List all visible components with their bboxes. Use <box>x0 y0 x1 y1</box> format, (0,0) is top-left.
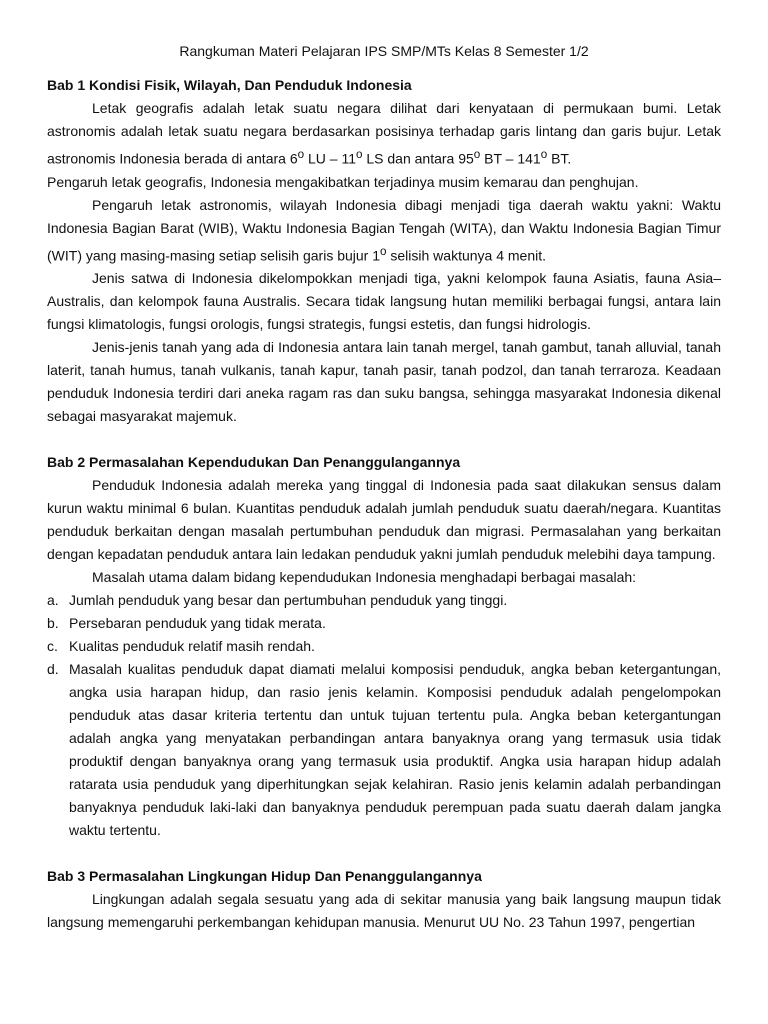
list-marker: d. <box>47 661 59 678</box>
section-spacer <box>47 428 721 451</box>
chapter-1-paragraph-4: Jenis satwa di Indonesia dikelompokkan menjadi tiga, yakni kelompok fauna Asiatis, fauna Asia–Australis, dan kelompok fauna Australis. Secara tidak langsung hutan memiliki berbagai fungsi, antara lain fungsi klimatologis, fungsi orologis, fungsi strategis, fungsi estetis, dan fungsi hidrologis. <box>47 270 721 333</box>
list-marker: a. <box>47 592 59 609</box>
list-marker: c. <box>47 638 58 655</box>
list-item-text: Kualitas penduduk relatif masih rendah. <box>69 638 315 655</box>
text-run: Pengaruh letak astronomis, wilayah Indonesia dibagi menjadi tiga daerah waktu yakni: Waktu Indonesia Bagian Barat (WIB), Waktu Indonesia Bagian Tengah (WITA), dan Waktu Indonesia Bagian Timur (WIT) yang masing-masing setiap selisih garis bujur 1 <box>47 196 721 264</box>
degree-mark: o <box>540 148 548 161</box>
degree-mark: o <box>473 148 481 161</box>
degree-mark: o <box>297 148 305 161</box>
degree-mark: o <box>355 148 363 161</box>
list-marker: b. <box>47 615 59 632</box>
text-run: Letak geografis adalah letak suatu negara dilihat dari kenyataan di permukaan bumi. Letak astronomis adalah letak suatu negara berdasarkan posisinya terhadap garis lintang dan garis bujur. Letak astronomis Indonesia berada di antara 6 <box>47 100 721 167</box>
chapter-2-title: Bab 2 Permasalahan Kependudukan Dan Penanggulangannya <box>47 454 461 471</box>
section-spacer <box>47 842 721 865</box>
document-page <box>47 40 721 934</box>
text-run: LU – 11 <box>304 150 356 167</box>
chapter-1 <box>47 74 721 428</box>
chapter-3-paragraph-1: Lingkungan adalah segala sesuatu yang ada di sekitar manusia yang baik langsung maupun tidak langsung memengaruhi perkembangan kehidupan manusia. Menurut UU No. 23 Tahun 1997, pengertian <box>47 891 721 931</box>
list-item-text: Masalah kualitas penduduk dapat diamati melalui komposisi penduduk, angka beban ketergantungan, angka usia harapan hidup, dan rasio jenis kelamin. Komposisi penduduk adalah pengelompokan penduduk atas dasar kriteria tertentu dan untuk tujuan tertentu pula. Angka beban ketergantungan adalah angka yang menyatakan perbandingan antara banyaknya orang yang termasuk usia tidak produktif dengan banyaknya orang yang termasuk usia produktif. Angka usia harapan hidup adalah ratarata usia penduduk yang diperhitungkan sejak kelahiran. Rasio jenis kelamin adalah perbandingan banyaknya penduduk laki-laki dan banyaknya penduduk perempuan pada suatu daerah dalam jangka waktu tertentu. <box>69 661 721 839</box>
chapter-2-paragraph-2: Masalah utama dalam bidang kependudukan Indonesia menghadapi berbagai masalah: <box>92 569 637 586</box>
list-item <box>47 589 721 612</box>
text-run: BT – 141 <box>480 150 541 167</box>
chapter-1-paragraph-5: Jenis-jenis tanah yang ada di Indonesia antara lain tanah mergel, tanah gambut, tanah alluvial, tanah laterit, tanah humus, tanah vulkanis, tanah kapur, tanah pasir, tanah podzol, dan tanah terraroza. Keadaan penduduk Indonesia terdiri dari aneka ragam ras dan suku bangsa, sehingga masyarakat Indonesia dikenal sebagai masyarakat majemuk. <box>47 339 721 425</box>
list-item <box>47 612 721 635</box>
list-item-text: Persebaran penduduk yang tidak merata. <box>69 615 326 632</box>
text-run: BT. <box>547 150 572 167</box>
problem-list <box>47 589 721 842</box>
text-run: LS dan antara 95 <box>362 150 474 167</box>
degree-mark: o <box>380 244 387 258</box>
list-item-text: Jumlah penduduk yang besar dan pertumbuhan penduduk yang tinggi. <box>69 592 508 609</box>
chapter-1-paragraph-1 <box>47 97 721 171</box>
list-item <box>47 635 721 658</box>
chapter-2-paragraph-1: Penduduk Indonesia adalah mereka yang tinggal di Indonesia pada saat dilakukan sensus dalam kurun waktu minimal 6 bulan. Kuantitas penduduk adalah jumlah penduduk suatu daerah/negara. Kuantitas penduduk berkaitan dengan masalah pertumbuhan penduduk dan migrasi. Permasalahan yang berkaitan dengan kepadatan penduduk antara lain ledakan penduduk yakni jumlah penduduk melebihi daya tampung. <box>47 477 721 563</box>
chapter-1-title: Bab 1 Kondisi Fisik, Wilayah, Dan Penduduk Indonesia <box>47 77 412 93</box>
chapter-3-title: Bab 3 Permasalahan Lingkungan Hidup Dan Penanggulangannya <box>47 868 482 885</box>
chapter-1-paragraph-2: Pengaruh letak geografis, Indonesia mengakibatkan terjadinya musim kemarau dan penghujan. <box>47 173 639 190</box>
chapter-2 <box>47 451 721 842</box>
list-item <box>47 658 721 842</box>
page-header: Rangkuman Materi Pelajaran IPS SMP/MTs Kelas 8 Semester 1/2 <box>179 43 589 59</box>
chapter-3 <box>47 865 721 934</box>
chapter-1-paragraph-3 <box>47 194 721 268</box>
text-run: selisih waktunya 4 menit. <box>386 247 547 264</box>
